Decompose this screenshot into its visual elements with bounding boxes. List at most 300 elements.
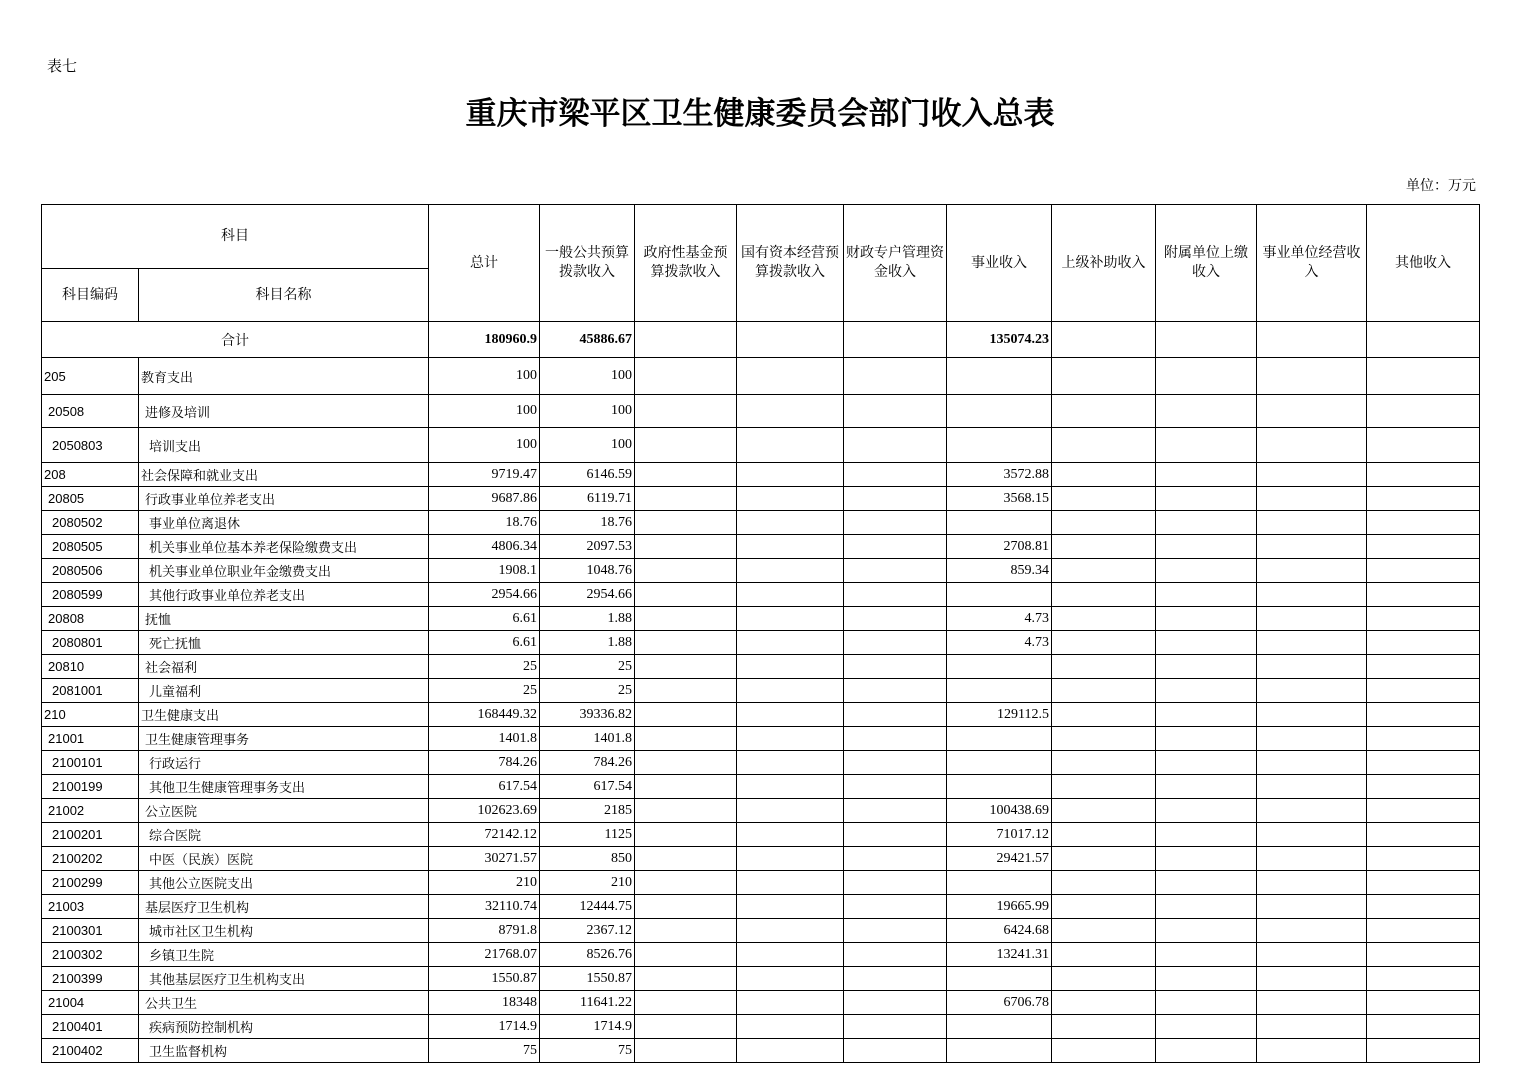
value-cell: 2954.66 <box>540 583 635 607</box>
subject-name-cell: 儿童福利 <box>139 679 429 703</box>
value-cell <box>844 1039 947 1063</box>
subject-code-cell: 2100199 <box>42 775 139 799</box>
value-cell <box>1052 679 1156 703</box>
subject-code-cell: 2100299 <box>42 871 139 895</box>
value-cell <box>1052 775 1156 799</box>
value-cell: 1048.76 <box>540 559 635 583</box>
value-cell <box>635 607 737 631</box>
subject-code-cell: 2100402 <box>42 1039 139 1063</box>
value-cell <box>1156 559 1257 583</box>
value-cell <box>1367 751 1480 775</box>
subject-code-cell: 20805 <box>42 487 139 511</box>
value-cell <box>1257 583 1367 607</box>
table-row <box>42 679 1480 703</box>
value-cell <box>1257 655 1367 679</box>
table-row <box>42 1015 1480 1039</box>
value-cell: 1125 <box>540 823 635 847</box>
value-cell <box>1052 535 1156 559</box>
value-cell <box>1156 463 1257 487</box>
value-cell <box>1367 511 1480 535</box>
value-cell <box>635 919 737 943</box>
value-cell <box>1156 583 1257 607</box>
value-cell <box>1367 943 1480 967</box>
subject-name-cell: 疾病预防控制机构 <box>139 1015 429 1039</box>
table-row <box>42 428 1480 463</box>
value-cell <box>1052 919 1156 943</box>
value-cell: 21768.07 <box>429 943 540 967</box>
value-cell <box>1257 487 1367 511</box>
value-cell <box>844 631 947 655</box>
value-cell: 11641.22 <box>540 991 635 1015</box>
value-cell: 100 <box>540 358 635 395</box>
value-cell: 100438.69 <box>947 799 1052 823</box>
subject-name-cell: 卫生监督机构 <box>139 1039 429 1063</box>
subject-name-cell: 卫生健康管理事务 <box>139 727 429 751</box>
subject-code-cell: 2050803 <box>42 428 139 463</box>
value-cell <box>844 535 947 559</box>
value-cell <box>844 395 947 428</box>
table-row <box>42 751 1480 775</box>
value-cell <box>635 943 737 967</box>
value-cell: 859.34 <box>947 559 1052 583</box>
value-cell: 784.26 <box>429 751 540 775</box>
value-cell: 75 <box>540 1039 635 1063</box>
value-cell <box>1257 847 1367 871</box>
table-number-label: 表七 <box>47 57 78 75</box>
value-cell <box>1156 871 1257 895</box>
value-cell <box>1052 727 1156 751</box>
value-cell <box>1156 775 1257 799</box>
value-cell: 25 <box>540 655 635 679</box>
value-cell: 210 <box>429 871 540 895</box>
table-row <box>42 847 1480 871</box>
value-cell: 1908.1 <box>429 559 540 583</box>
value-cell <box>1257 395 1367 428</box>
subject-code-cell: 208 <box>42 463 139 487</box>
value-cell <box>635 583 737 607</box>
value-cell <box>844 358 947 395</box>
value-cell <box>947 1015 1052 1039</box>
value-cell <box>1052 1039 1156 1063</box>
value-cell <box>635 395 737 428</box>
table-row <box>42 727 1480 751</box>
subject-code-cell: 2100401 <box>42 1015 139 1039</box>
value-cell <box>737 607 844 631</box>
value-cell <box>1052 991 1156 1015</box>
table-row <box>42 775 1480 799</box>
table-row <box>42 487 1480 511</box>
value-cell <box>1257 607 1367 631</box>
subject-name-cell: 行政事业单位养老支出 <box>139 487 429 511</box>
table-row <box>42 799 1480 823</box>
value-cell <box>737 1015 844 1039</box>
income-summary-table <box>41 204 1480 1063</box>
subject-code-cell: 21003 <box>42 895 139 919</box>
value-cell <box>844 583 947 607</box>
value-cell: 1.88 <box>540 607 635 631</box>
value-cell <box>635 871 737 895</box>
value-cell <box>844 775 947 799</box>
value-cell <box>1257 1039 1367 1063</box>
value-cell <box>947 751 1052 775</box>
subject-code-cell: 2080801 <box>42 631 139 655</box>
value-cell <box>737 559 844 583</box>
value-cell <box>844 703 947 727</box>
value-cell <box>1367 823 1480 847</box>
value-cell <box>737 895 844 919</box>
value-cell <box>1156 1039 1257 1063</box>
value-cell: 3568.15 <box>947 487 1052 511</box>
value-cell: 6146.59 <box>540 463 635 487</box>
subject-code-cell: 2100202 <box>42 847 139 871</box>
subject-name-cell: 社会保障和就业支出 <box>139 463 429 487</box>
value-cell <box>1367 463 1480 487</box>
value-cell: 25 <box>429 655 540 679</box>
value-cell <box>737 655 844 679</box>
value-cell: 2954.66 <box>429 583 540 607</box>
value-cell <box>737 799 844 823</box>
subject-code-cell: 2080506 <box>42 559 139 583</box>
value-cell <box>635 967 737 991</box>
subject-name-cell: 其他卫生健康管理事务支出 <box>139 775 429 799</box>
value-cell <box>1367 871 1480 895</box>
value-cell <box>947 395 1052 428</box>
value-cell <box>844 967 947 991</box>
value-cell: 100 <box>540 395 635 428</box>
value-cell <box>1367 679 1480 703</box>
value-cell: 850 <box>540 847 635 871</box>
subject-code-cell: 20508 <box>42 395 139 428</box>
subject-code-cell: 2080505 <box>42 535 139 559</box>
value-cell: 1.88 <box>540 631 635 655</box>
total-value-cell <box>1257 322 1367 358</box>
value-cell <box>844 428 947 463</box>
value-cell <box>1156 655 1257 679</box>
value-cell <box>1156 967 1257 991</box>
value-cell <box>1257 895 1367 919</box>
table-row <box>42 895 1480 919</box>
header-col: 上级补助收入 <box>1052 205 1156 322</box>
value-cell <box>1052 703 1156 727</box>
header-code: 科目编码 <box>42 269 139 322</box>
value-cell <box>635 991 737 1015</box>
value-cell <box>1367 919 1480 943</box>
value-cell: 100 <box>429 428 540 463</box>
value-cell <box>737 967 844 991</box>
header-col: 国有资本经营预算拨款收入 <box>737 205 844 322</box>
value-cell <box>1367 775 1480 799</box>
value-cell <box>1367 559 1480 583</box>
value-cell: 2097.53 <box>540 535 635 559</box>
value-cell <box>1156 631 1257 655</box>
value-cell <box>1367 703 1480 727</box>
header-col: 总计 <box>429 205 540 322</box>
total-value-cell <box>1052 322 1156 358</box>
value-cell: 32110.74 <box>429 895 540 919</box>
subject-code-cell: 2081001 <box>42 679 139 703</box>
table-row <box>42 871 1480 895</box>
value-cell <box>947 967 1052 991</box>
value-cell: 168449.32 <box>429 703 540 727</box>
total-row <box>42 322 1480 358</box>
value-cell <box>1156 679 1257 703</box>
value-cell <box>635 679 737 703</box>
value-cell <box>1257 703 1367 727</box>
value-cell <box>737 871 844 895</box>
value-cell: 100 <box>540 428 635 463</box>
value-cell: 8526.76 <box>540 943 635 967</box>
value-cell <box>737 511 844 535</box>
table-row <box>42 631 1480 655</box>
table-row <box>42 395 1480 428</box>
value-cell <box>1367 847 1480 871</box>
value-cell <box>844 727 947 751</box>
table-row <box>42 535 1480 559</box>
value-cell <box>1052 847 1156 871</box>
value-cell: 2708.81 <box>947 535 1052 559</box>
value-cell <box>1052 1015 1156 1039</box>
value-cell <box>1156 943 1257 967</box>
value-cell <box>635 847 737 871</box>
value-cell <box>1156 358 1257 395</box>
value-cell <box>1156 1015 1257 1039</box>
table-row <box>42 655 1480 679</box>
value-cell <box>1156 727 1257 751</box>
value-cell: 19665.99 <box>947 895 1052 919</box>
value-cell <box>1367 727 1480 751</box>
value-cell <box>1052 428 1156 463</box>
subject-name-cell: 死亡抚恤 <box>139 631 429 655</box>
value-cell <box>1052 895 1156 919</box>
value-cell <box>1052 751 1156 775</box>
value-cell <box>635 487 737 511</box>
value-cell: 8791.8 <box>429 919 540 943</box>
table-row <box>42 1039 1480 1063</box>
value-cell <box>1257 727 1367 751</box>
value-cell: 1401.8 <box>540 727 635 751</box>
value-cell <box>1052 487 1156 511</box>
total-value-cell: 45886.67 <box>540 322 635 358</box>
table-row <box>42 943 1480 967</box>
value-cell <box>1367 799 1480 823</box>
table-row <box>42 559 1480 583</box>
subject-name-cell: 机关事业单位职业年金缴费支出 <box>139 559 429 583</box>
table-row <box>42 607 1480 631</box>
page-title: 重庆市梁平区卫生健康委员会部门收入总表 <box>465 96 1055 132</box>
subject-code-cell: 2080502 <box>42 511 139 535</box>
value-cell <box>1257 1015 1367 1039</box>
value-cell <box>844 487 947 511</box>
value-cell: 1401.8 <box>429 727 540 751</box>
value-cell <box>1257 559 1367 583</box>
value-cell <box>1367 487 1480 511</box>
header-col: 附属单位上缴收入 <box>1156 205 1257 322</box>
header-col: 事业收入 <box>947 205 1052 322</box>
value-cell <box>737 823 844 847</box>
value-cell <box>635 655 737 679</box>
value-cell <box>1367 1015 1480 1039</box>
value-cell <box>1257 943 1367 967</box>
table-row <box>42 967 1480 991</box>
subject-name-cell: 基层医疗卫生机构 <box>139 895 429 919</box>
value-cell <box>635 799 737 823</box>
value-cell <box>844 871 947 895</box>
value-cell <box>844 607 947 631</box>
value-cell: 18348 <box>429 991 540 1015</box>
value-cell <box>737 943 844 967</box>
total-value-cell <box>844 322 947 358</box>
value-cell <box>844 895 947 919</box>
value-cell: 6706.78 <box>947 991 1052 1015</box>
value-cell <box>947 679 1052 703</box>
value-cell: 3572.88 <box>947 463 1052 487</box>
value-cell: 25 <box>540 679 635 703</box>
value-cell <box>1052 871 1156 895</box>
value-cell <box>737 751 844 775</box>
value-cell: 29421.57 <box>947 847 1052 871</box>
value-cell <box>635 1039 737 1063</box>
value-cell <box>1052 395 1156 428</box>
value-cell <box>1367 967 1480 991</box>
subject-name-cell: 进修及培训 <box>139 395 429 428</box>
total-value-cell <box>635 322 737 358</box>
value-cell: 6119.71 <box>540 487 635 511</box>
value-cell <box>1257 871 1367 895</box>
value-cell: 100 <box>429 395 540 428</box>
value-cell <box>844 991 947 1015</box>
table-row <box>42 511 1480 535</box>
value-cell <box>1156 607 1257 631</box>
value-cell <box>844 679 947 703</box>
value-cell <box>1156 703 1257 727</box>
value-cell: 75 <box>429 1039 540 1063</box>
value-cell <box>947 775 1052 799</box>
value-cell: 39336.82 <box>540 703 635 727</box>
value-cell <box>1156 895 1257 919</box>
value-cell <box>635 428 737 463</box>
value-cell: 1714.9 <box>540 1015 635 1039</box>
value-cell <box>844 847 947 871</box>
table-row <box>42 991 1480 1015</box>
value-cell <box>1052 358 1156 395</box>
value-cell: 1714.9 <box>429 1015 540 1039</box>
value-cell <box>844 559 947 583</box>
value-cell: 100 <box>429 358 540 395</box>
unit-label: 单位：万元 <box>1406 178 1476 194</box>
value-cell: 9687.86 <box>429 487 540 511</box>
subject-name-cell: 教育支出 <box>139 358 429 395</box>
value-cell: 6.61 <box>429 631 540 655</box>
value-cell <box>737 919 844 943</box>
value-cell: 13241.31 <box>947 943 1052 967</box>
value-cell <box>1257 823 1367 847</box>
value-cell <box>1257 535 1367 559</box>
value-cell <box>844 511 947 535</box>
value-cell <box>737 535 844 559</box>
value-cell: 4806.34 <box>429 535 540 559</box>
value-cell: 210 <box>540 871 635 895</box>
value-cell <box>1052 583 1156 607</box>
value-cell <box>947 428 1052 463</box>
subject-name-cell: 抚恤 <box>139 607 429 631</box>
value-cell: 2185 <box>540 799 635 823</box>
value-cell <box>1156 487 1257 511</box>
value-cell <box>1052 823 1156 847</box>
table-row <box>42 358 1480 395</box>
value-cell <box>1367 1039 1480 1063</box>
value-cell: 4.73 <box>947 631 1052 655</box>
value-cell: 18.76 <box>429 511 540 535</box>
value-cell <box>737 583 844 607</box>
header-name: 科目名称 <box>139 269 429 322</box>
header-col: 一般公共预算拨款收入 <box>540 205 635 322</box>
value-cell <box>1257 463 1367 487</box>
subject-code-cell: 2100302 <box>42 943 139 967</box>
value-cell <box>1367 895 1480 919</box>
header-col: 事业单位经营收入 <box>1257 205 1367 322</box>
value-cell: 72142.12 <box>429 823 540 847</box>
value-cell <box>1257 751 1367 775</box>
value-cell: 129112.5 <box>947 703 1052 727</box>
value-cell <box>737 775 844 799</box>
value-cell <box>947 583 1052 607</box>
value-cell: 1550.87 <box>540 967 635 991</box>
value-cell <box>635 775 737 799</box>
header-subject: 科目 <box>42 205 429 269</box>
value-cell <box>844 823 947 847</box>
subject-name-cell: 其他行政事业单位养老支出 <box>139 583 429 607</box>
total-value-cell: 180960.9 <box>429 322 540 358</box>
value-cell <box>844 463 947 487</box>
value-cell <box>844 919 947 943</box>
value-cell <box>635 463 737 487</box>
value-cell <box>635 1015 737 1039</box>
subject-name-cell: 其他基层医疗卫生机构支出 <box>139 967 429 991</box>
subject-name-cell: 事业单位离退休 <box>139 511 429 535</box>
value-cell <box>844 1015 947 1039</box>
value-cell <box>737 727 844 751</box>
value-cell <box>1052 631 1156 655</box>
value-cell <box>844 751 947 775</box>
subject-name-cell: 机关事业单位基本养老保险缴费支出 <box>139 535 429 559</box>
subject-code-cell: 2100201 <box>42 823 139 847</box>
subject-name-cell: 综合医院 <box>139 823 429 847</box>
value-cell <box>1367 607 1480 631</box>
subject-code-cell: 2080599 <box>42 583 139 607</box>
subject-name-cell: 公立医院 <box>139 799 429 823</box>
value-cell <box>737 991 844 1015</box>
total-label: 合计 <box>42 322 429 358</box>
value-cell <box>737 428 844 463</box>
value-cell <box>1156 823 1257 847</box>
value-cell: 784.26 <box>540 751 635 775</box>
value-cell <box>1156 535 1257 559</box>
value-cell <box>1052 655 1156 679</box>
value-cell <box>1156 428 1257 463</box>
value-cell <box>1052 967 1156 991</box>
value-cell: 30271.57 <box>429 847 540 871</box>
value-cell: 6424.68 <box>947 919 1052 943</box>
subject-name-cell: 乡镇卫生院 <box>139 943 429 967</box>
value-cell <box>1052 559 1156 583</box>
value-cell: 25 <box>429 679 540 703</box>
value-cell: 12444.75 <box>540 895 635 919</box>
header-col: 政府性基金预算拨款收入 <box>635 205 737 322</box>
value-cell: 2367.12 <box>540 919 635 943</box>
subject-name-cell: 行政运行 <box>139 751 429 775</box>
subject-name-cell: 社会福利 <box>139 655 429 679</box>
value-cell <box>1257 358 1367 395</box>
